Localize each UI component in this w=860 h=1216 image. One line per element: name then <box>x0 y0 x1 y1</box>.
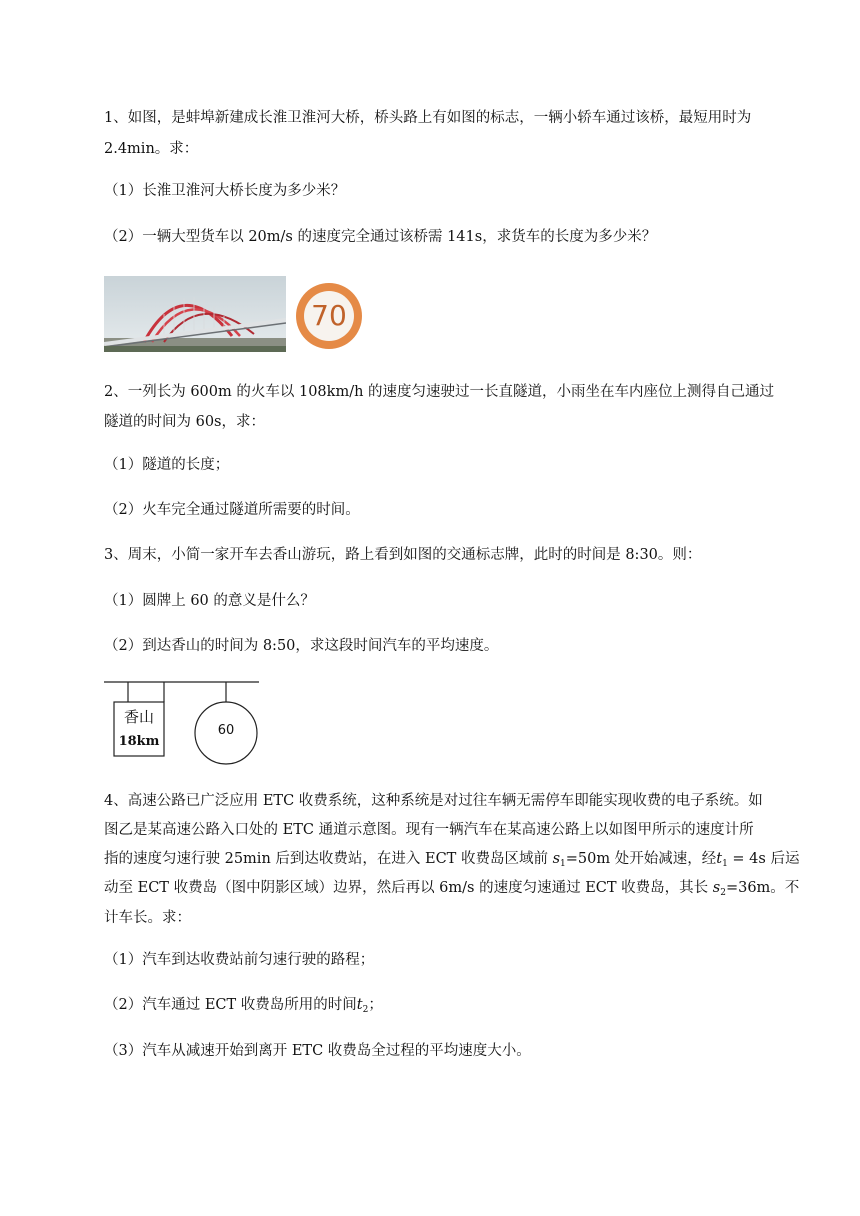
q3-part1: （1）圆牌上 60 的意义是什么？ <box>104 593 315 609</box>
sign-distance: 18km <box>118 734 160 749</box>
q4-part3: （3）汽车从减速开始到离开 ETC 收费岛全过程的平均速度大小。 <box>104 1043 531 1059</box>
q4-part2 <box>104 995 383 1020</box>
q3-part2: （2）到达香山的时间为 8:50，求这段时间汽车的平均速度。 <box>104 638 499 654</box>
s2-symbol: s <box>712 880 721 896</box>
t1-subscript: 1 <box>722 859 728 869</box>
q4-stem-line1: 4、高速公路已广泛应用 ETC 收费系统，这种系统是对过往车辆无需停车即能实现收费的电子系统。如 <box>104 793 763 809</box>
q4-part2-b: ； <box>368 997 383 1013</box>
q4-stem-line4-b: =36m。不 <box>725 880 800 896</box>
q4-stem-line2: 图乙是某高速公路入口处的 ETC 通道示意图。现有一辆汽车在某高速公路上以如图甲所示的速度计所 <box>104 822 754 838</box>
q2-stem-line1: 2、一列长为 600m 的火车以 108km/h 的速度匀速驶过一长直隧道，小雨坐在车内座位上测得自己通过 <box>104 384 775 400</box>
q4-stem-line5: 计车长。求： <box>104 910 191 926</box>
bridge-photo <box>104 276 286 352</box>
q2-stem-line2: 隧道的时间为 60s，求： <box>104 414 266 430</box>
q4-stem-line4 <box>104 878 799 903</box>
q4-stem-line3-b: =50m 处开始减速，经 <box>565 851 717 867</box>
s2-subscript: 2 <box>720 888 726 898</box>
speed-limit-value: 70 <box>311 299 347 332</box>
q4-stem-line3-a: 指的速度匀速行驶 25min 后到达收费站，在进入 ECT 收费岛区域前 <box>104 851 553 867</box>
sign-place-name: 香山 <box>123 708 154 726</box>
q2-part1: （1）隧道的长度； <box>104 457 230 473</box>
q1-stem-line1: 1、如图，是蚌埠新建成长淮卫淮河大桥，桥头路上有如图的标志，一辆小轿车通过该桥，最短用时为 <box>104 110 752 126</box>
q1-part1: （1）长淮卫淮河大桥长度为多少米？ <box>104 183 346 199</box>
q1-part2: （2）一辆大型货车以 20m/s 的速度完全通过该桥需 141s，求货车的长度为多少米？ <box>104 229 657 245</box>
q4-stem-line4-a: 动至 ECT 收费岛（图中阴影区域）边界，然后再以 6m/s 的速度匀速通过 ECT 收费岛，其长 <box>104 880 713 896</box>
q4-part2-a: （2）汽车通过 ECT 收费岛所用的时间 <box>104 997 357 1013</box>
q4-part1: （1）汽车到达收费站前匀速行驶的路程； <box>104 952 375 968</box>
q1-stem-line2: 2.4min。求： <box>104 141 199 157</box>
sign-speed-limit: 60 <box>217 723 235 738</box>
s1-subscript: 1 <box>560 859 566 869</box>
q2-part2: （2）火车完全通过隧道所需要的时间。 <box>104 502 360 518</box>
q4-stem-line3-c: = 4s 后运 <box>727 851 800 867</box>
t2-subscript: 2 <box>362 1005 369 1015</box>
speed-limit-sign-70 <box>294 281 364 351</box>
t2-symbol: t <box>356 997 363 1013</box>
t1-symbol: t <box>716 851 723 867</box>
q3-stem: 3、周末，小简一家开车去香山游玩，路上看到如图的交通标志牌，此时的时间是 8:30。则： <box>104 547 702 563</box>
s1-symbol: s <box>552 851 561 867</box>
q4-stem-line3 <box>104 849 799 874</box>
